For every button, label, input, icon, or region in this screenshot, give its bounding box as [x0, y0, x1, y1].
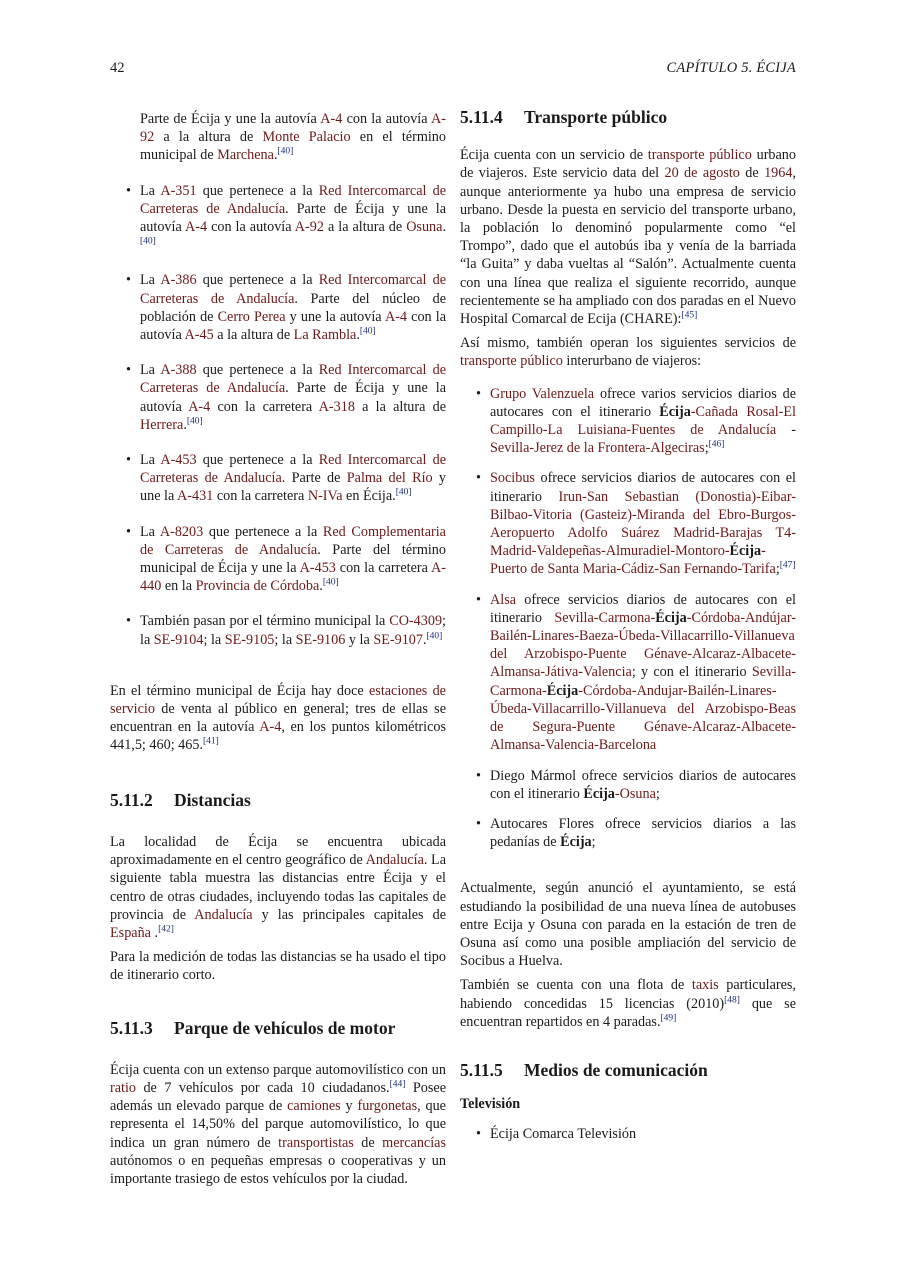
citation-link[interactable]: [47]: [779, 560, 796, 571]
new-line-paragraph: Actualmente, según anunció el ayuntamiento, se está estudiando la posibilidad de una nueva línea de autobuses entre Ecija y Osuna con parada en la estación de tren de Osuna así como una posible ampliación del servicio de Socibus a Huelva.: [460, 880, 796, 970]
link[interactable]: 1964: [764, 165, 793, 182]
vehicles-paragraph: Écija cuenta con un extenso parque automovilístico con un ratio de 7 vehículos por cada 10 ciudadanos.[44] Posee además un elevado parque de camiones y furgonetas, que representa el 14,50% del parque automovilístico, lo que indica un gran número de transportistas de mercancías autónomos o en pequeñas empresas o cooperativas y un importante trasiego de estos vehículos por la ciudad.: [110, 1061, 446, 1187]
link[interactable]: A-453: [299, 560, 336, 577]
link[interactable]: A-318: [318, 398, 355, 415]
link[interactable]: -Córdoba-Andujar-Bailén-Linares-Úbeda-Villacarrillo-Villanueva del Arzobispo-Beas de Segura-Puente Génave-Alcaraz-Albacete-Almansa-Valencia-Barcelona: [490, 682, 796, 754]
link[interactable]: A-4: [259, 719, 282, 736]
link[interactable]: Andalucía: [194, 906, 253, 923]
link[interactable]: Marchena: [217, 147, 274, 164]
link[interactable]: Sevilla-Jerez de la Frontera-Algeciras: [490, 440, 705, 457]
link[interactable]: Red Intercomarcal de Carreteras de Andalucía: [140, 452, 446, 487]
link[interactable]: Osuna: [406, 219, 443, 236]
link[interactable]: España: [110, 924, 151, 941]
link[interactable]: Irun-San Sebastian (Donostia)-Eibar-Bilbao-Vitoria (Gasteiz)-Miranda del Ebro-Burgos-Aeropuerto Adolfo Suárez Madrid-Barajas T4-Madrid-Valdepeñas-Almuradiel-Montoro-: [490, 488, 796, 560]
road-item: • La A-388 que pertenece a la Red Intercomarcal de Carreteras de Andalucía. Parte de Écija y une la autovía A-4 con la carretera A-318 a la altura de Herrera.[40]: [140, 361, 446, 434]
link[interactable]: -Cañada Rosal-El Campillo-La Luisiana-Fuentes de Andalucía: [490, 403, 796, 439]
link[interactable]: Grupo Valenzuela: [490, 385, 595, 402]
link[interactable]: -Osuna: [614, 785, 656, 802]
link[interactable]: camiones: [287, 1098, 341, 1115]
link[interactable]: mercancías: [382, 1134, 446, 1151]
right-column: [460, 108, 796, 1144]
link[interactable]: Provincia de Córdoba: [195, 578, 320, 595]
chapter-header: CAPÍTULO 5. ÉCIJA: [666, 60, 796, 76]
citation-link[interactable]: [41]: [203, 736, 219, 747]
section-heading-transporte: 5.11.4 Transporte público: [460, 107, 668, 127]
road-item: • También pasan por el término municipal la CO-4309; la SE-9104; la SE-9105; la SE-9106 y la SE-9107.[40]: [140, 612, 446, 648]
link[interactable]: Cerro Perea: [217, 308, 286, 325]
bus-service-item: • Grupo Valenzuela ofrece varios servicios diarios de autocares con el itinerario Écija-Cañada Rosal-El Campillo-La Luisiana-Fuentes de Andalucía - Sevilla-Jerez de la Frontera-Algeciras;[46]: [490, 385, 796, 458]
transport-paragraph: Écija cuenta con un servicio de transporte público urbano de viajeros. Este servicio data del 20 de agosto de 1964, aunque anteriormente ya hubo una empresa de servicio urbano. Desde la puesta en servicio del transporte urbano, la población lo denominó popularmente como “el Trompo”, dado que el autobús iba y venía de la barriada “la Guita” y daba vueltas al “Salón”. Actualmente cuenta con una línea que realiza el siguiente recorrido, aunque recientemente se ha ampliado con dos paradas en el Nuevo Hospital Comarcal de Ecija (CHARE):[45]: [460, 147, 796, 328]
link[interactable]: Sevilla-Carmona-: [554, 609, 656, 626]
section-heading-distancias: 5.11.2 Distancias: [110, 789, 251, 810]
link[interactable]: Red Intercomarcal de Carreteras de Andalucía: [140, 362, 446, 397]
road-item: • La A-386 que pertenece a la Red Intercomarcal de Carreteras de Andalucía. Parte del núcleo de población de Cerro Perea y une la autovía A-4 con la autovía A-45 a la altura de La Rambla.[40]: [140, 271, 446, 344]
link[interactable]: SE-9105: [224, 631, 275, 648]
road-item: • La A-351 que pertenece a la Red Intercomarcal de Carreteras de Andalucía. Parte de Écija y une la autovía A-4 con la autovía A-92 a la altura de Osuna.[40]: [140, 182, 446, 255]
interurban-paragraph: Así mismo, también operan los siguientes servicios de transporte público interurbano de viajeros:: [460, 335, 796, 370]
link[interactable]: A-431: [177, 488, 214, 505]
link[interactable]: SE-9104: [153, 631, 204, 648]
citation-link[interactable]: [49]: [660, 1013, 677, 1023]
link[interactable]: A-440: [140, 560, 446, 595]
link[interactable]: transporte público: [647, 147, 752, 164]
subheading-television: Televisión: [460, 1096, 521, 1113]
link[interactable]: Red Intercomarcal de Carreteras de Andalucía: [140, 272, 446, 307]
link[interactable]: La Rambla: [293, 327, 357, 344]
link[interactable]: Andalucía: [365, 852, 424, 869]
link[interactable]: Sevilla-Carmona-: [490, 664, 796, 699]
link[interactable]: -Córdoba-Andújar-Bailén-Linares-Baeza-Úbeda-Villacarrillo-Villanueva del Arzobispo-Puente Génave-Alcaraz-Albacete-Almansa-Játiva-Valencia: [490, 609, 796, 681]
link[interactable]: A-386: [160, 272, 197, 289]
link[interactable]: A-8203: [159, 523, 204, 540]
distances-paragraph: La localidad de Écija se encuentra ubicada aproximadamente en el centro geográfico de Andalucía. La siguiente tabla muestra las distancias entre Écija y el centro de otras ciudades, incluyendo todas las capitales de provincia de Andalucía y las principales capitales de España .[42]: [110, 833, 446, 941]
link[interactable]: Herrera: [140, 416, 184, 433]
link[interactable]: A-4: [184, 219, 208, 236]
stations-paragraph: En el término municipal de Écija hay doce estaciones de servicio de venta al público en general; tres de ellas se encuentran en la autovía A-4, en los puntos kilométricos 441,5; 460; 465.[41]: [110, 682, 446, 754]
bus-services-list: [460, 385, 796, 852]
link[interactable]: Red Complementaria de Carreteras de Andalucía: [140, 523, 446, 558]
link[interactable]: A-4: [188, 398, 211, 415]
link[interactable]: A-4: [320, 111, 343, 127]
link[interactable]: A-453: [160, 452, 197, 469]
citation-link[interactable]: [40]: [395, 487, 412, 498]
citation-link[interactable]: [46]: [708, 439, 725, 450]
citation-link[interactable]: [40]: [186, 416, 203, 427]
section-heading-medios: 5.11.5 Medios de comunicación: [460, 1059, 708, 1080]
citation-link[interactable]: [45]: [681, 310, 698, 321]
bus-service-item: • Diego Mármol ofrece servicios diarios de autocares con el itinerario Écija-Osuna;: [490, 767, 796, 803]
tv-item: • Écija Comarca Televisión: [490, 1125, 796, 1143]
link[interactable]: A-388: [160, 362, 197, 379]
link[interactable]: A-351: [160, 182, 197, 199]
bus-service-item: • Alsa ofrece servicios diarios de autocares con el itinerario Sevilla-Carmona-Écija-Córdoba-Andújar-Bailén-Linares-Baeza-Úbeda-Villacarrillo-Villanueva del Arzobispo-Puente Génave-Alcaraz-Albacete-Almansa-Játiva-Valencia; y con el itinerario Sevilla-Carmona-Écija-Córdoba-Andujar-Bailén-Linares-Úbeda-Villacarrillo-Villanueva del Arzobispo-Beas de Segura-Puente Génave-Alcaraz-Albacete-Almansa-Valencia-Barcelona: [490, 591, 796, 755]
link[interactable]: transporte público: [460, 353, 563, 370]
page-number: 42: [110, 60, 125, 76]
link[interactable]: estaciones de servicio: [110, 682, 446, 718]
citation-link[interactable]: [40]: [426, 630, 443, 641]
tv-list: [460, 1125, 796, 1143]
link[interactable]: ratio: [110, 1079, 136, 1096]
link[interactable]: Monte Palacio: [262, 129, 351, 146]
link[interactable]: Palma del Río: [346, 470, 433, 487]
link[interactable]: taxis: [691, 977, 719, 994]
link[interactable]: transportistas: [278, 1134, 354, 1151]
left-column: [110, 110, 446, 1188]
section-heading-parque: 5.11.3 Parque de vehículos de motor: [110, 1017, 396, 1038]
link[interactable]: SE-9106: [295, 631, 346, 648]
taxis-paragraph: También se cuenta con una flota de taxis particulares, habiendo concedidas 15 licencias (2010)[48] que se encuentran repartidos en 4 paradas.[49]: [460, 977, 797, 1030]
citation-link[interactable]: [40]: [359, 326, 376, 337]
link[interactable]: CO-4309: [389, 613, 443, 630]
link[interactable]: furgonetas: [357, 1098, 418, 1115]
link[interactable]: SE-9107: [373, 631, 423, 648]
road-item-continuation: Parte de Écija y une la autovía A-4 con la autovía A-92 a la altura de Monte Palacio en el término municipal de Marchena.[40]: [140, 111, 446, 164]
distances-note: Para la medición de todas las distancias se ha usado el tipo de itinerario corto.: [110, 949, 446, 984]
road-item: • La A-8203 que pertenece a la Red Complementaria de Carreteras de Andalucía. Parte del término municipal de Écija y une la A-453 con la carretera A-440 en la Provincia de Córdoba.[40]: [140, 523, 446, 596]
citation-link[interactable]: [44]: [389, 1079, 406, 1090]
link[interactable]: Alsa: [490, 591, 517, 608]
link[interactable]: A-92: [140, 111, 446, 146]
citation-link[interactable]: [48]: [724, 994, 740, 1005]
link[interactable]: Red Intercomarcal de Carreteras de Andalucía: [140, 182, 446, 217]
link[interactable]: 20 de agosto: [664, 165, 740, 182]
citation-link[interactable]: [40]: [277, 146, 294, 157]
bus-service-item: • Autocares Flores ofrece servicios diarios a las pedanías de Écija;: [490, 815, 796, 851]
citation-link[interactable]: [42]: [158, 924, 174, 935]
road-list: [110, 182, 446, 649]
bus-service-item: • Socibus ofrece servicios diarios de autocares con el itinerario Irun-San Sebastian (Donostia)-Eibar-Bilbao-Vitoria (Gasteiz)-Miranda del Ebro-Burgos-Aeropuerto Adolfo Suárez Madrid-Barajas T4-Madrid-Valdepeñas-Almuradiel-Montoro-Écija-Puerto de Santa Maria-Cádiz-San Fernando-Tarifa;[47]: [490, 469, 796, 578]
link[interactable]: A-45: [184, 327, 214, 344]
link[interactable]: -Puerto de Santa Maria-Cádiz-San Fernando-Tarifa: [490, 543, 776, 578]
link[interactable]: Socibus: [490, 470, 535, 487]
link[interactable]: A-4: [384, 308, 408, 325]
citation-link[interactable]: [40]: [140, 236, 156, 247]
road-item: • La A-453 que pertenece a la Red Intercomarcal de Carreteras de Andalucía. Parte de Palma del Río y une la A-431 con la carretera N-IVa en Écija.[40]: [140, 451, 446, 506]
link[interactable]: A-92: [294, 219, 324, 236]
link[interactable]: N-IVa: [307, 488, 343, 505]
citation-link[interactable]: [40]: [322, 577, 339, 588]
